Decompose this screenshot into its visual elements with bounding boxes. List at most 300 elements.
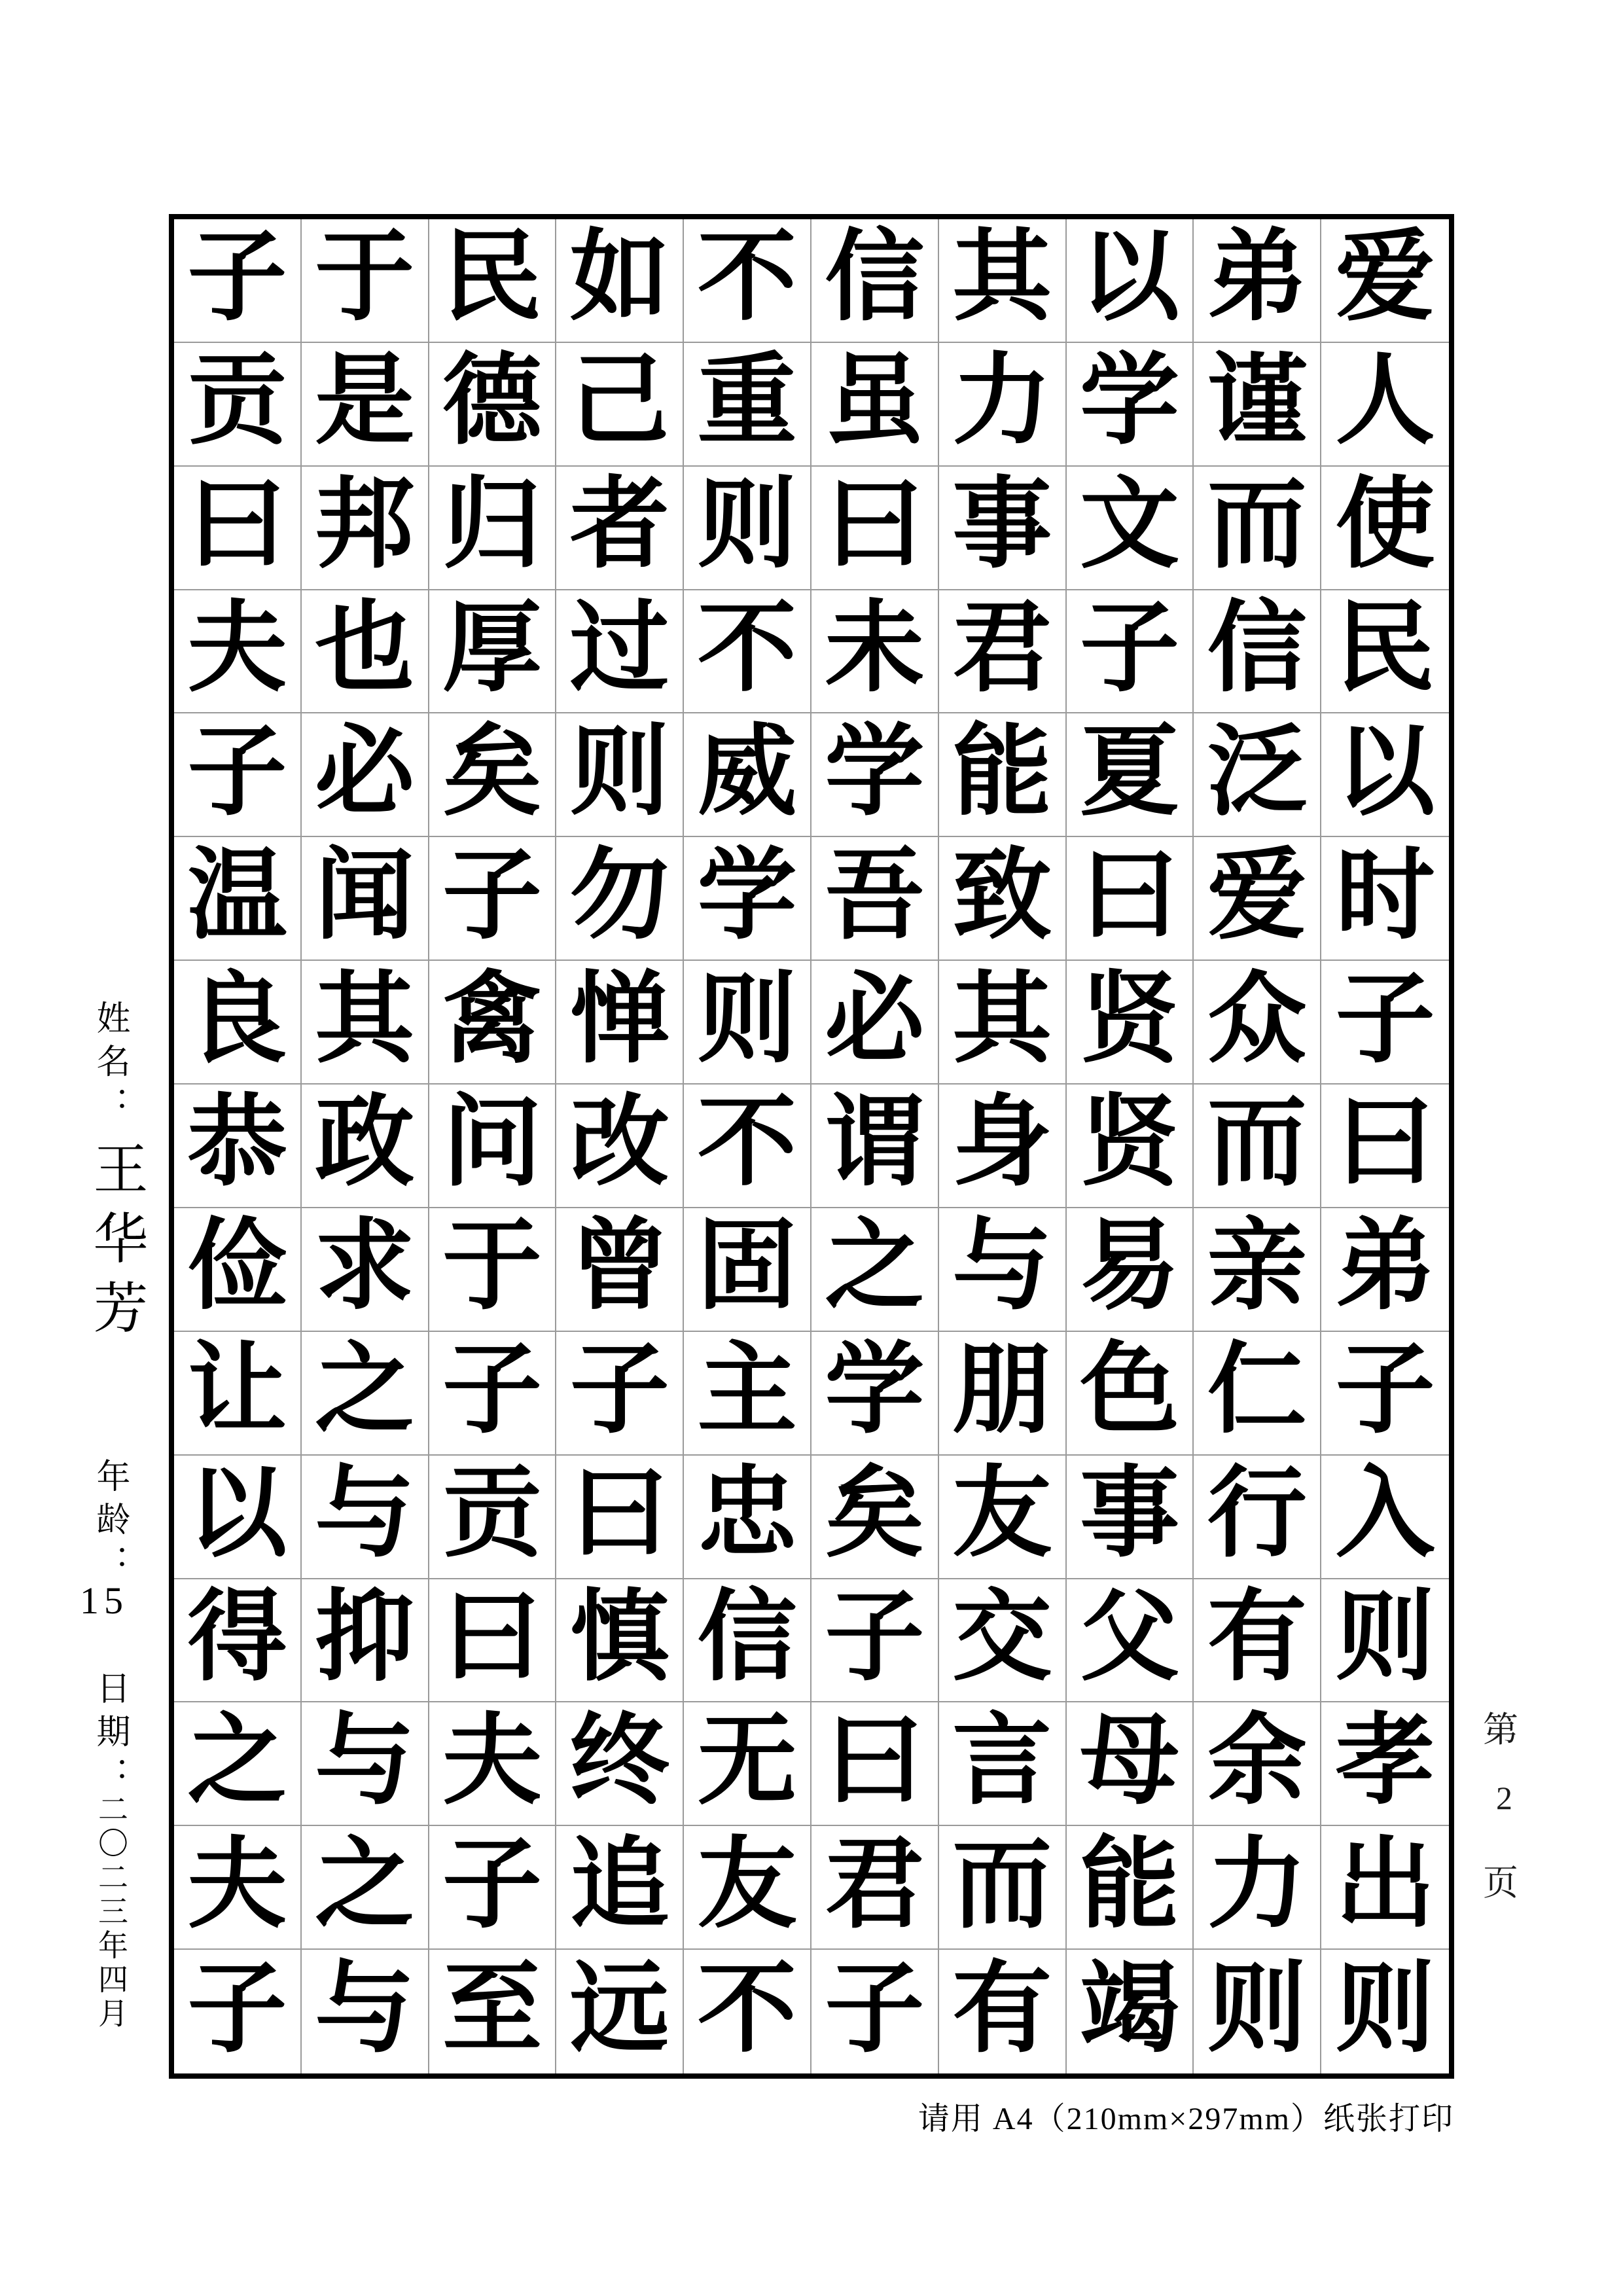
grid-cell (1067, 343, 1194, 467)
grid-cell (684, 1826, 812, 1950)
grid-cell (1067, 713, 1194, 837)
grid-cell (302, 590, 429, 714)
grid-cell (556, 1208, 684, 1332)
practice-character: 不 (697, 1088, 797, 1198)
grid-cell (1194, 1085, 1321, 1208)
practice-character: 远 (569, 1954, 669, 2064)
grid-cell (429, 219, 557, 343)
practice-character: 曰 (825, 470, 925, 581)
practice-character: 孝 (1335, 1706, 1435, 1816)
grid-cell (556, 467, 684, 590)
practice-character: 众 (1207, 964, 1307, 1075)
practice-character: 则 (1335, 1954, 1435, 2064)
grid-cell (1321, 219, 1449, 343)
grid-cell (812, 961, 939, 1085)
grid-cell (174, 1950, 302, 2073)
practice-character: 主 (697, 1335, 797, 1446)
practice-character: 民 (1335, 594, 1435, 704)
grid-cell (812, 1208, 939, 1332)
practice-character: 交 (952, 1582, 1052, 1693)
practice-character: 曰 (1079, 840, 1179, 951)
grid-cell (429, 961, 557, 1085)
practice-character: 必 (825, 964, 925, 1075)
grid-cell (684, 1950, 812, 2073)
practice-character: 得 (187, 1582, 287, 1693)
grid-cell (429, 713, 557, 837)
grid-cell (302, 1826, 429, 1950)
grid-cell (556, 713, 684, 837)
practice-character: 厚 (442, 594, 542, 704)
practice-character: 事 (952, 470, 1052, 581)
grid-cell (939, 343, 1067, 467)
practice-character: 仁 (1207, 1335, 1307, 1446)
grid-cell (302, 219, 429, 343)
grid-cell (174, 219, 302, 343)
practice-character: 子 (442, 1829, 542, 1940)
practice-character: 学 (825, 717, 925, 827)
grid-cell (302, 713, 429, 837)
grid-cell (302, 467, 429, 590)
practice-character: 友 (952, 1459, 1052, 1570)
grid-cell (556, 590, 684, 714)
grid-cell (174, 1826, 302, 1950)
grid-cell (812, 1332, 939, 1456)
grid-cell (429, 1456, 557, 1579)
practice-character: 慎 (569, 1582, 669, 1693)
practice-character: 朋 (952, 1335, 1052, 1446)
practice-character: 使 (1335, 470, 1435, 581)
practice-character: 入 (1335, 1459, 1435, 1570)
grid-cell (302, 1702, 429, 1826)
practice-character: 其 (952, 964, 1052, 1075)
practice-character: 虽 (825, 346, 925, 457)
practice-character: 子 (187, 717, 287, 827)
grid-cell (1194, 219, 1321, 343)
grid-cell (556, 219, 684, 343)
grid-cell (684, 219, 812, 343)
practice-character: 而 (1207, 470, 1307, 581)
grid-cell (1321, 1085, 1449, 1208)
practice-character: 致 (952, 840, 1052, 951)
grid-cell (684, 1085, 812, 1208)
date-value: 二〇二三年四月 (94, 1793, 128, 2032)
practice-character: 恭 (187, 1088, 287, 1198)
practice-character: 之 (825, 1211, 925, 1322)
practice-character: 邦 (315, 470, 415, 581)
practice-character: 则 (1207, 1954, 1307, 2064)
grid-cell (812, 219, 939, 343)
grid-cell (429, 1579, 557, 1703)
grid-cell (174, 837, 302, 961)
practice-character: 不 (697, 1954, 797, 2064)
grid-cell (1067, 1579, 1194, 1703)
practice-character: 终 (569, 1706, 669, 1816)
practice-character: 德 (442, 346, 542, 457)
practice-character: 君 (952, 594, 1052, 704)
practice-character: 民 (442, 223, 542, 333)
practice-character: 曰 (825, 1706, 925, 1816)
grid-cell (429, 343, 557, 467)
practice-character: 曰 (1335, 1088, 1435, 1198)
practice-character: 于 (315, 223, 415, 333)
grid-cell (1067, 1456, 1194, 1579)
grid-cell (1321, 961, 1449, 1085)
grid-cell (302, 1950, 429, 2073)
practice-character: 则 (569, 717, 669, 827)
grid-cell (174, 590, 302, 714)
practice-character: 贤 (1079, 1088, 1179, 1198)
grid-cell (812, 1456, 939, 1579)
practice-character: 时 (1335, 840, 1435, 951)
date-label: 日期： (91, 1670, 128, 1800)
practice-character: 如 (569, 223, 669, 333)
practice-character: 以 (1335, 717, 1435, 827)
practice-character: 不 (697, 223, 797, 333)
practice-character: 己 (569, 346, 669, 457)
grid-cell (429, 467, 557, 590)
practice-character: 子 (825, 1954, 925, 2064)
practice-character: 身 (952, 1088, 1052, 1198)
practice-character: 子 (442, 840, 542, 951)
grid-cell (684, 590, 812, 714)
practice-character: 子 (442, 1335, 542, 1446)
grid-cell (174, 1085, 302, 1208)
grid-cell (1067, 219, 1194, 343)
grid-cell (1321, 467, 1449, 590)
grid-cell (684, 467, 812, 590)
grid-cell (812, 1826, 939, 1950)
character-grid (169, 214, 1454, 2079)
practice-character: 之 (315, 1335, 415, 1446)
name-label: 姓名： (91, 1000, 128, 1130)
grid-cell (1067, 1085, 1194, 1208)
grid-cell (1194, 1332, 1321, 1456)
grid-cell (556, 837, 684, 961)
grid-cell (1194, 837, 1321, 961)
practice-character: 力 (952, 346, 1052, 457)
practice-character: 则 (697, 964, 797, 1075)
grid-cell (1194, 467, 1321, 590)
grid-cell (812, 1085, 939, 1208)
grid-cell (556, 1579, 684, 1703)
grid-cell (1321, 1208, 1449, 1332)
practice-character: 必 (315, 717, 415, 827)
practice-character: 出 (1335, 1829, 1435, 1940)
grid-cell (1067, 961, 1194, 1085)
practice-character: 友 (697, 1829, 797, 1940)
grid-cell (939, 1332, 1067, 1456)
grid-cell (1194, 1456, 1321, 1579)
practice-character: 与 (315, 1706, 415, 1816)
grid-cell (1321, 837, 1449, 961)
practice-character: 文 (1079, 470, 1179, 581)
grid-cell (939, 1456, 1067, 1579)
grid-cell (1067, 837, 1194, 961)
practice-character: 学 (697, 840, 797, 951)
name-value: 王华芳 (85, 1140, 146, 1348)
grid-cell (302, 1456, 429, 1579)
practice-character: 竭 (1079, 1954, 1179, 2064)
grid-cell (812, 1702, 939, 1826)
grid-cell (812, 467, 939, 590)
practice-character: 则 (697, 470, 797, 581)
grid-cell (939, 837, 1067, 961)
grid-cell (939, 1208, 1067, 1332)
practice-character: 父 (1079, 1582, 1179, 1693)
practice-character: 弟 (1207, 223, 1307, 333)
grid-cell (174, 1456, 302, 1579)
practice-character: 其 (315, 964, 415, 1075)
grid-cell (1194, 343, 1321, 467)
practice-character: 夫 (187, 1829, 287, 1940)
practice-character: 矣 (442, 717, 542, 827)
practice-character: 忠 (697, 1459, 797, 1570)
grid-cell (302, 837, 429, 961)
practice-character: 政 (315, 1088, 415, 1198)
grid-cell (1067, 590, 1194, 714)
grid-cell (556, 1826, 684, 1950)
grid-cell (1321, 590, 1449, 714)
grid-cell (1194, 713, 1321, 837)
practice-character: 行 (1207, 1459, 1307, 1570)
practice-character: 惮 (569, 964, 669, 1075)
practice-character: 夫 (442, 1706, 542, 1816)
practice-character: 子 (1335, 1335, 1435, 1446)
grid-cell (1067, 1332, 1194, 1456)
grid-cell (684, 1208, 812, 1332)
grid-cell (429, 1950, 557, 2073)
grid-cell (684, 1332, 812, 1456)
grid-cell (812, 343, 939, 467)
grid-cell (174, 343, 302, 467)
grid-cell (684, 1456, 812, 1579)
practice-character: 者 (569, 470, 669, 581)
practice-character: 矣 (825, 1459, 925, 1570)
practice-character: 其 (952, 223, 1052, 333)
practice-character: 爱 (1207, 840, 1307, 951)
practice-character: 无 (697, 1706, 797, 1816)
grid-cell (1194, 1950, 1321, 2073)
grid-cell (1194, 961, 1321, 1085)
grid-cell (1321, 1826, 1449, 1950)
practice-character: 信 (1207, 594, 1307, 704)
practice-character: 夫 (187, 594, 287, 704)
practice-character: 未 (825, 594, 925, 704)
grid-cell (812, 1950, 939, 2073)
practice-character: 曰 (442, 1582, 542, 1693)
practice-character: 子 (187, 223, 287, 333)
practice-character: 易 (1079, 1211, 1179, 1322)
grid-cell (174, 1702, 302, 1826)
practice-character: 至 (442, 1954, 542, 2064)
practice-character: 曰 (187, 470, 287, 581)
grid-cell (556, 1085, 684, 1208)
practice-character: 吾 (825, 840, 925, 951)
practice-character: 于 (442, 1211, 542, 1322)
grid-cell (1194, 1702, 1321, 1826)
practice-character: 人 (1335, 346, 1435, 457)
grid-cell (939, 1085, 1067, 1208)
grid-cell (939, 1826, 1067, 1950)
practice-character: 贤 (1079, 964, 1179, 1075)
grid-cell (812, 1579, 939, 1703)
practice-character: 色 (1079, 1335, 1179, 1446)
grid-cell (939, 713, 1067, 837)
practice-character: 有 (952, 1954, 1052, 2064)
age-label: 年龄： (91, 1458, 128, 1588)
practice-character: 威 (697, 717, 797, 827)
grid-cell (1067, 1950, 1194, 2073)
grid-cell (174, 1579, 302, 1703)
practice-character: 而 (1207, 1088, 1307, 1198)
grid-cell (556, 343, 684, 467)
grid-cell (174, 1208, 302, 1332)
grid-cell (684, 961, 812, 1085)
grid-cell (1067, 1702, 1194, 1826)
practice-character: 能 (1079, 1829, 1179, 1940)
grid-cell (174, 713, 302, 837)
print-instruction-note: 请用 A4（210mm×297mm）纸张打印 (918, 2102, 1454, 2136)
grid-cell (812, 590, 939, 714)
practice-character: 与 (952, 1211, 1052, 1322)
grid-cell (812, 713, 939, 837)
grid-cell (1194, 1208, 1321, 1332)
grid-cell (429, 1702, 557, 1826)
practice-character: 子 (187, 1954, 287, 2064)
practice-character: 力 (1207, 1829, 1307, 1940)
grid-cell (429, 1332, 557, 1456)
grid-cell (1194, 1826, 1321, 1950)
grid-cell (939, 1950, 1067, 2073)
grid-cell (1194, 1579, 1321, 1703)
practice-character: 重 (697, 346, 797, 457)
grid-cell (174, 467, 302, 590)
practice-character: 追 (569, 1829, 669, 1940)
practice-character: 抑 (315, 1582, 415, 1693)
practice-character: 勿 (569, 840, 669, 951)
grid-cell (939, 1702, 1067, 1826)
practice-character: 亲 (1207, 1211, 1307, 1322)
practice-character: 泛 (1207, 717, 1307, 827)
practice-character: 之 (187, 1706, 287, 1816)
grid-cell (556, 1332, 684, 1456)
grid-cell (684, 837, 812, 961)
practice-character: 学 (825, 1335, 925, 1446)
practice-character: 之 (315, 1829, 415, 1940)
grid-cell (1321, 1332, 1449, 1456)
practice-character: 固 (697, 1211, 797, 1322)
practice-character: 是 (315, 346, 415, 457)
practice-character: 禽 (442, 964, 542, 1075)
grid-cell (302, 1332, 429, 1456)
practice-character: 则 (1335, 1582, 1435, 1693)
grid-cell (556, 1456, 684, 1579)
practice-character: 过 (569, 594, 669, 704)
grid-cell (1321, 1456, 1449, 1579)
grid-cell (302, 1208, 429, 1332)
practice-character: 温 (187, 840, 287, 951)
grid-cell (556, 1702, 684, 1826)
practice-character: 爱 (1335, 223, 1435, 333)
practice-character: 归 (442, 470, 542, 581)
page-number: 2 (1496, 1780, 1512, 1816)
practice-character: 谓 (825, 1088, 925, 1198)
practice-character: 不 (697, 594, 797, 704)
grid-cell (939, 961, 1067, 1085)
practice-character: 事 (1079, 1459, 1179, 1570)
grid-cell (174, 1332, 302, 1456)
grid-cell (1194, 590, 1321, 714)
page-indicator-prefix: 第 (1483, 1710, 1518, 1749)
practice-character: 以 (187, 1459, 287, 1570)
grid-cell (1321, 343, 1449, 467)
grid-cell (1067, 1826, 1194, 1950)
grid-cell (302, 1579, 429, 1703)
grid-cell (1321, 713, 1449, 837)
practice-character: 子 (569, 1335, 669, 1446)
grid-cell (1321, 1950, 1449, 2073)
grid-cell (429, 837, 557, 961)
practice-character: 曾 (569, 1211, 669, 1322)
grid-cell (939, 467, 1067, 590)
practice-character: 也 (315, 594, 415, 704)
grid-cell (429, 590, 557, 714)
practice-character: 与 (315, 1459, 415, 1570)
grid-cell (939, 219, 1067, 343)
practice-character: 君 (825, 1829, 925, 1940)
practice-character: 让 (187, 1335, 287, 1446)
practice-character: 以 (1079, 223, 1179, 333)
grid-cell (429, 1085, 557, 1208)
practice-character: 改 (569, 1088, 669, 1198)
practice-character: 良 (187, 964, 287, 1075)
grid-cell (1321, 1579, 1449, 1703)
page-indicator-suffix: 页 (1483, 1863, 1518, 1903)
grid-cell (684, 343, 812, 467)
practice-character: 与 (315, 1954, 415, 2064)
grid-cell (174, 961, 302, 1085)
practice-character: 子 (1335, 964, 1435, 1075)
age-value: 15 (80, 1579, 128, 1622)
practice-character: 贡 (187, 346, 287, 457)
practice-character: 信 (697, 1582, 797, 1693)
grid-cell (302, 1085, 429, 1208)
practice-character: 谨 (1207, 346, 1307, 457)
grid-cell (429, 1208, 557, 1332)
grid-cell (812, 837, 939, 961)
grid-cell (684, 713, 812, 837)
practice-character: 俭 (187, 1211, 287, 1322)
grid-cell (1067, 1208, 1194, 1332)
practice-character: 能 (952, 717, 1052, 827)
grid-cell (556, 1950, 684, 2073)
grid-cell (1067, 467, 1194, 590)
grid-cell (939, 590, 1067, 714)
grid-cell (939, 1579, 1067, 1703)
practice-character: 问 (442, 1088, 542, 1198)
grid-cell (1321, 1702, 1449, 1826)
practice-character: 子 (825, 1582, 925, 1693)
grid-cell (429, 1826, 557, 1950)
practice-character: 求 (315, 1211, 415, 1322)
practice-character: 贡 (442, 1459, 542, 1570)
grid-cell (302, 961, 429, 1085)
practice-character: 有 (1207, 1582, 1307, 1693)
practice-character: 闻 (315, 840, 415, 951)
grid-cell (556, 961, 684, 1085)
practice-character: 学 (1079, 346, 1179, 457)
practice-character: 弟 (1335, 1211, 1435, 1322)
